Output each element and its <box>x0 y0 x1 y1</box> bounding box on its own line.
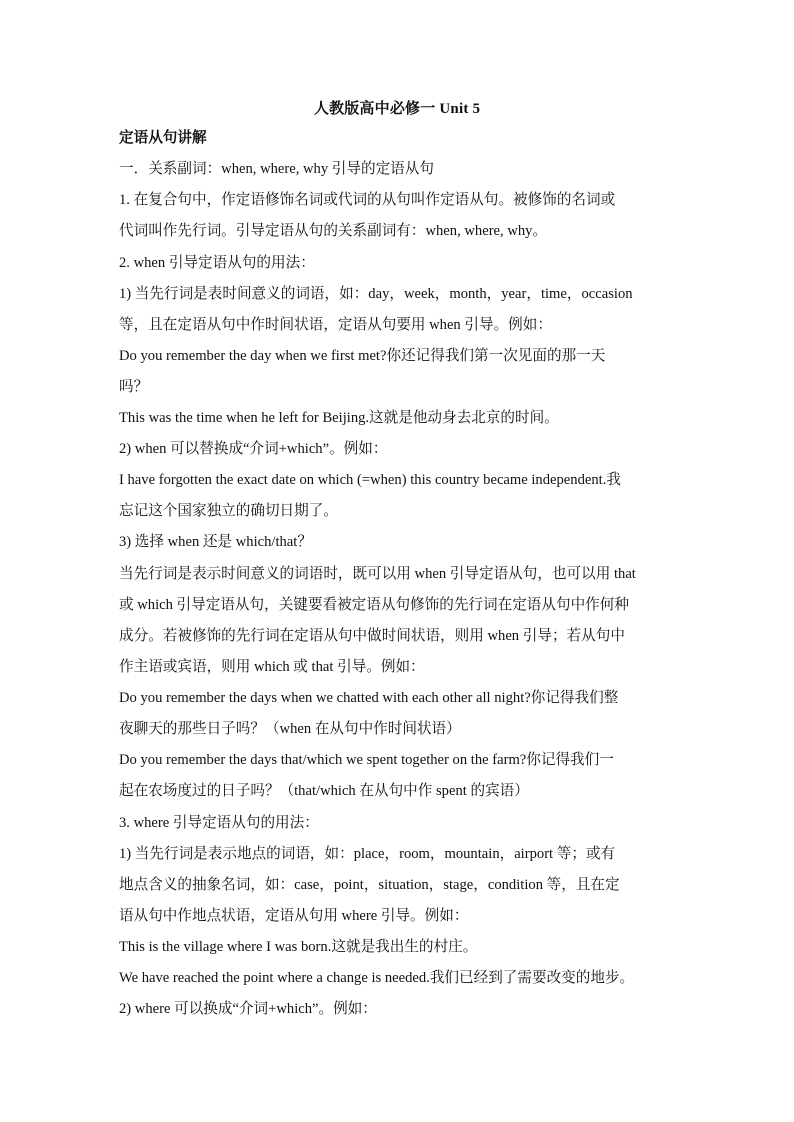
text-line: 2) when 可以替换成“介词+which”。例如： <box>119 441 388 457</box>
text-line: 2) where 可以换成“介词+which”。例如： <box>119 1001 377 1017</box>
section-heading: 定语从句讲解 <box>119 130 207 146</box>
text-line: 语从句中作地点状语，定语从句用 where 引导。例如： <box>119 908 469 924</box>
text-line: 夜聊天的那些日子吗？（when 在从句中作时间状语） <box>119 721 461 737</box>
text-line: We have reached the point where a change is needed.我们已经到了需要改变的地步。 <box>119 970 635 986</box>
text-line: 3) 选择 when 还是 which/that？ <box>119 534 312 550</box>
text-line: 忘记这个国家独立的确切日期了。 <box>119 503 338 519</box>
text-line: 代词叫作先行词。引导定语从句的关系副词有：when, where, why。 <box>119 223 548 239</box>
text-line: 当先行词是表示时间意义的词语时，既可以用 when 引导定语从句，也可以用 that <box>119 566 636 582</box>
text-line: 1. 在复合句中，作定语修饰名词或代词的从句叫作定语从句。被修饰的名词或 <box>119 192 616 208</box>
text-line: 1) 当先行词是表示地点的词语，如：place，room，mountain，airport 等；或有 <box>119 846 616 862</box>
text-line: 等，且在定语从句中作时间状语，定语从句要用 when 引导。例如： <box>119 317 552 333</box>
text-line: I have forgotten the exact date on which (=when) this country became independent.我 <box>119 472 621 488</box>
text-line: 或 which 引导定语从句，关键要看被定语从句修饰的先行词在定语从句中作何种 <box>119 597 629 613</box>
text-line: 作主语或宾语，则用 which 或 that 引导。例如： <box>119 659 425 675</box>
text-line: 成分。若被修饰的先行词在定语从句中做时间状语，则用 when 引导；若从句中 <box>119 628 625 644</box>
document-title: 人教版高中必修一 Unit 5 <box>313 101 481 117</box>
text-line: 3. where 引导定语从句的用法： <box>119 815 319 831</box>
text-line: Do you remember the day when we first met?你还记得我们第一次见面的那一天 <box>119 348 606 364</box>
text-line: Do you remember the days that/which we spent together on the farm?你记得我们一 <box>119 752 614 768</box>
text-line: 吗？ <box>119 379 149 395</box>
text-line: 1) 当先行词是表时间意义的词语，如：day，week，month，year，time，occasion <box>119 286 633 302</box>
text-line: 地点含义的抽象名词，如：case，point，situation，stage，condition 等，且在定 <box>119 877 620 893</box>
text-line: Do you remember the days when we chatted with each other all night?你记得我们整 <box>119 690 619 706</box>
text-line: 起在农场度过的日子吗？（that/which 在从句中作 spent 的宾语） <box>119 783 529 799</box>
text-line: 2. when 引导定语从句的用法： <box>119 255 315 271</box>
text-line: This was the time when he left for Beijing.这就是他动身去北京的时间。 <box>119 410 559 426</box>
text-line: This is the village where I was born.这就是我出生的村庄。 <box>119 939 478 955</box>
text-line: 一．关系副词：when, where, why 引导的定语从句 <box>119 161 434 177</box>
